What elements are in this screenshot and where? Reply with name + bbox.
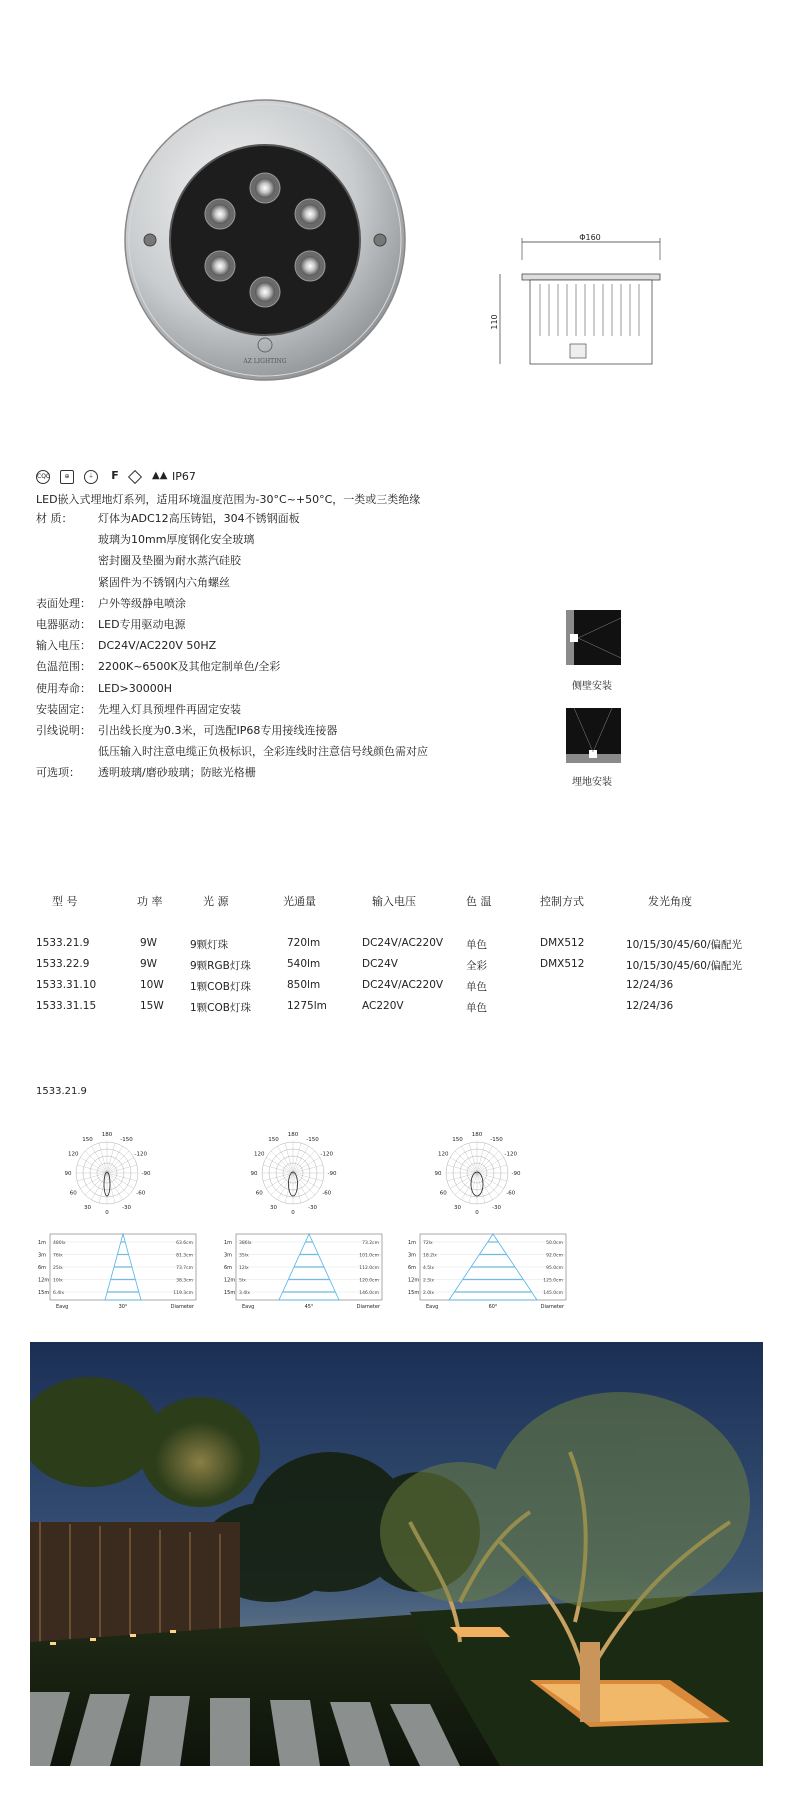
polar-tick-label: 30 bbox=[84, 1204, 91, 1211]
diameter-label: 95.0cm bbox=[546, 1266, 563, 1271]
polar-tick-label: 90 bbox=[250, 1171, 258, 1177]
polar-tick-label: 90 bbox=[64, 1171, 72, 1177]
diameter-label: 125.0cm bbox=[543, 1278, 563, 1284]
spec-value: 密封圈及垫圈为耐水蒸汽硅胶 bbox=[98, 554, 241, 568]
certification-row bbox=[36, 470, 236, 486]
table-header-cell: 输入电压 bbox=[372, 895, 416, 908]
table-cell: 10/15/30/45/60/偏配光 bbox=[626, 939, 742, 951]
diameter-label: 120.0cm bbox=[359, 1278, 379, 1284]
polar-tick-label: 180 bbox=[287, 1132, 299, 1138]
diameter-label: 73.7cm bbox=[176, 1266, 193, 1271]
led-chip bbox=[300, 204, 320, 224]
spec-label: 可选项： bbox=[36, 766, 80, 780]
illuminance-label: 25lx bbox=[53, 1266, 63, 1271]
spec-row bbox=[36, 637, 216, 653]
distance-label: 3m bbox=[38, 1252, 47, 1259]
illuminance-label: 2.5lx bbox=[423, 1278, 435, 1284]
table-header-cell: 功 率 bbox=[137, 895, 163, 908]
table-cell: 1颗COB灯珠 bbox=[190, 981, 251, 993]
ground-install-label: 埋地安装 bbox=[572, 777, 612, 788]
table-cell: 12/24/36 bbox=[626, 1000, 674, 1012]
diameter-label: 101.0cm bbox=[359, 1253, 379, 1259]
distance-label: 15m bbox=[38, 1290, 50, 1296]
distance-label: 12m bbox=[38, 1277, 50, 1284]
table-header-cell: 光通量 bbox=[283, 895, 316, 908]
polar-tick-label: -120 bbox=[504, 1151, 518, 1158]
table-cell: DC24V/AC220V bbox=[362, 937, 444, 949]
spec-row bbox=[36, 574, 230, 590]
table-cell: 1颗COB灯珠 bbox=[190, 1002, 251, 1014]
illuminance-label: 3.4lx bbox=[239, 1291, 251, 1296]
polar-tick-label: 60 bbox=[69, 1190, 77, 1197]
polar-tick-label: 0 bbox=[105, 1210, 109, 1216]
spec-row bbox=[36, 701, 241, 717]
spec-value: LED专用驱动电源 bbox=[98, 618, 186, 631]
table-cell: 10W bbox=[140, 979, 164, 991]
table-cell: 9W bbox=[140, 937, 158, 949]
dimension-drawing bbox=[470, 232, 670, 372]
brand-text: AZ LIGHTING bbox=[243, 358, 287, 365]
diameter-label: 92.0cm bbox=[546, 1253, 563, 1259]
illuminance-label: 35lx bbox=[239, 1253, 249, 1259]
illuminance-label: 10lx bbox=[53, 1278, 63, 1284]
distance-label: 12m bbox=[408, 1277, 420, 1284]
polar-tick-label: -60 bbox=[136, 1190, 146, 1197]
illuminance-label: 2.0lx bbox=[423, 1291, 435, 1296]
table-cell: 720lm bbox=[287, 937, 321, 949]
f-mark-icon: F bbox=[111, 469, 119, 482]
table-cell: 1275lm bbox=[287, 1000, 327, 1012]
polar-tick-label: -60 bbox=[322, 1190, 332, 1197]
axis-label-left: Eavg bbox=[242, 1304, 255, 1310]
spec-row bbox=[36, 722, 337, 738]
spec-label: 电器驱动： bbox=[36, 618, 91, 631]
polar-diagram bbox=[432, 1128, 522, 1218]
illuminance-label: 18.2lx bbox=[423, 1253, 437, 1259]
table-cell: 540lm bbox=[287, 958, 321, 970]
spec-row bbox=[36, 595, 186, 611]
distance-label: 1m bbox=[408, 1240, 417, 1246]
polar-tick-label: 180 bbox=[471, 1132, 483, 1138]
illuminance-label: 12lx bbox=[239, 1266, 249, 1271]
table-cell: 9颗灯珠 bbox=[190, 939, 229, 951]
polar-tick-label: 120 bbox=[67, 1151, 79, 1158]
polar-tick-label: -90 bbox=[141, 1171, 151, 1177]
cqc-icon: CQC bbox=[36, 470, 50, 484]
table-cell: DC24V bbox=[362, 958, 398, 970]
polar-tick-label: 150 bbox=[268, 1137, 279, 1144]
spec-row bbox=[36, 658, 280, 674]
table-cell: 9颗RGB灯珠 bbox=[190, 960, 251, 972]
spec-label: 使用寿命： bbox=[36, 681, 91, 695]
distance-label: 15m bbox=[224, 1290, 236, 1296]
table-cell: 单色 bbox=[466, 939, 487, 951]
table-cell: AC220V bbox=[362, 1000, 404, 1012]
ground-install-figure bbox=[566, 708, 621, 763]
illuminance-label: 480lx bbox=[53, 1241, 66, 1246]
table-header-cell: 型 号 bbox=[52, 895, 78, 908]
spec-value: 户外等级静电喷涂 bbox=[98, 596, 186, 610]
spec-value: 透明玻璃/磨砂玻璃；防眩光格栅 bbox=[98, 766, 256, 780]
distance-label: 1m bbox=[38, 1240, 47, 1246]
table-cell: 12/24/36 bbox=[626, 979, 674, 991]
illuminance-label: 6.4lx bbox=[53, 1291, 65, 1296]
table-cell: DMX512 bbox=[540, 958, 585, 970]
table-cell: 9W bbox=[140, 958, 158, 970]
wall-install-label: 侧壁安装 bbox=[572, 681, 612, 692]
beam-angle-label: 45° bbox=[304, 1304, 314, 1310]
photometric-model: 1533.21.9 bbox=[36, 1086, 87, 1097]
ground-icon: ⏚ bbox=[84, 470, 98, 484]
polar-tick-label: -90 bbox=[511, 1171, 521, 1177]
axis-label-left: Eavg bbox=[426, 1304, 439, 1310]
polar-tick-label: 60 bbox=[255, 1190, 263, 1197]
polar-tick-label: 120 bbox=[437, 1151, 449, 1158]
polar-tick-label: 30 bbox=[454, 1204, 461, 1211]
table-cell: 15W bbox=[140, 1000, 164, 1012]
polar-tick-label: -30 bbox=[122, 1204, 131, 1211]
beam-angle-label: 30° bbox=[118, 1304, 128, 1310]
spec-value: 低压输入时注意电缆正负极标识，全彩连线时注意信号线颜色需对应 bbox=[98, 745, 428, 759]
led-chip bbox=[255, 282, 275, 302]
beam-angle-label: 60° bbox=[488, 1304, 498, 1310]
distance-label: 6m bbox=[38, 1265, 47, 1271]
installation-photo bbox=[30, 1342, 763, 1766]
spec-label: 引线说明： bbox=[36, 724, 91, 737]
polar-tick-label: 60 bbox=[439, 1190, 447, 1197]
height-label: 110 bbox=[490, 314, 499, 330]
polar-tick-label: 150 bbox=[82, 1137, 93, 1144]
spec-value: LED>30000H bbox=[98, 681, 173, 695]
table-cell: 1533.31.10 bbox=[36, 979, 97, 991]
spec-row bbox=[36, 616, 186, 632]
spec-label: 安装固定： bbox=[36, 702, 91, 716]
table-header-cell: 色 温 bbox=[466, 895, 492, 908]
diameter-label: 63.6cm bbox=[176, 1241, 193, 1246]
distance-label: 3m bbox=[408, 1252, 417, 1259]
beam-spread-chart bbox=[36, 1228, 211, 1314]
spec-value: 先埋入灯具预埋件再固定安装 bbox=[98, 702, 241, 716]
spec-label: 色温范围： bbox=[36, 660, 91, 674]
spec-row bbox=[36, 680, 172, 696]
beam-spread-chart bbox=[222, 1228, 397, 1314]
led-chip bbox=[300, 256, 320, 276]
polar-tick-label: 180 bbox=[101, 1132, 113, 1138]
table-cell: 1533.31.15 bbox=[36, 1000, 97, 1012]
table-header-cell: 发光角度 bbox=[648, 895, 692, 908]
spec-intro: LED嵌入式埋地灯系列，适用环境温度范围为-30°C~+50°C，一类或三类绝缘 bbox=[36, 493, 421, 506]
spec-row bbox=[36, 531, 254, 547]
distance-label: 6m bbox=[224, 1265, 233, 1271]
polar-tick-label: 0 bbox=[475, 1210, 479, 1216]
spec-value: 2200K~6500K及其他定制单色/全彩 bbox=[98, 660, 281, 674]
safety-icon: ⊕ bbox=[60, 470, 74, 484]
polar-tick-label: -60 bbox=[506, 1190, 516, 1197]
table-header-cell: 控制方式 bbox=[540, 895, 584, 908]
spec-value: 引出线长度为0.3米，可选配IP68专用接线连接器 bbox=[98, 724, 338, 737]
polar-tick-label: -90 bbox=[327, 1171, 337, 1177]
axis-label-right: Diameter bbox=[170, 1304, 194, 1310]
spec-row bbox=[36, 764, 256, 780]
distance-label: 3m bbox=[224, 1252, 233, 1259]
polar-tick-label: -30 bbox=[492, 1204, 501, 1211]
polar-tick-label: -120 bbox=[134, 1151, 148, 1158]
wall-install-figure bbox=[566, 610, 621, 665]
polar-tick-label: -150 bbox=[120, 1137, 133, 1144]
spec-label: 表面处理： bbox=[36, 596, 91, 610]
polar-tick-label: -30 bbox=[308, 1204, 317, 1211]
polar-tick-label: 150 bbox=[452, 1137, 463, 1144]
illuminance-label: 72lx bbox=[423, 1241, 433, 1246]
product-top-view bbox=[120, 95, 410, 385]
spec-value: DC24V/AC220V 50HZ bbox=[98, 639, 217, 653]
table-header-cell: 光 源 bbox=[203, 895, 229, 908]
illuminance-label: 76lx bbox=[53, 1253, 63, 1259]
spec-row bbox=[36, 743, 428, 759]
beam-spread-chart bbox=[406, 1228, 581, 1314]
table-cell: DMX512 bbox=[540, 937, 585, 949]
diamond-icon bbox=[128, 470, 142, 484]
axis-label-right: Diameter bbox=[356, 1304, 380, 1310]
distance-label: 6m bbox=[408, 1265, 417, 1271]
polar-tick-label: 30 bbox=[270, 1204, 277, 1211]
drop-icon: ▲▲ bbox=[152, 470, 168, 481]
distance-label: 1m bbox=[224, 1240, 233, 1246]
polar-tick-label: 0 bbox=[291, 1210, 295, 1216]
width-label: Φ160 bbox=[579, 233, 601, 242]
polar-tick-label: -120 bbox=[320, 1151, 334, 1158]
spec-value: 紧固件为不锈钢内六角螺丝 bbox=[98, 575, 230, 589]
table-cell: DC24V/AC220V bbox=[362, 979, 444, 991]
polar-diagram bbox=[248, 1128, 338, 1218]
table-cell: 单色 bbox=[466, 981, 487, 993]
diameter-label: 38.3cm bbox=[176, 1278, 193, 1284]
axis-label-left: Eavg bbox=[56, 1304, 69, 1310]
table-cell: 1533.22.9 bbox=[36, 958, 90, 970]
diameter-label: 81.3cm bbox=[176, 1253, 193, 1259]
polar-diagram bbox=[62, 1128, 152, 1218]
spec-value: 玻璃为10mm厚度钢化安全玻璃 bbox=[98, 533, 255, 547]
illuminance-label: 4.5lx bbox=[423, 1266, 435, 1271]
table-cell: 单色 bbox=[466, 1002, 487, 1014]
table-cell: 全彩 bbox=[466, 960, 487, 972]
diameter-label: 73.2cm bbox=[362, 1241, 379, 1246]
diameter-label: 146.0cm bbox=[359, 1291, 379, 1296]
polar-tick-label: 90 bbox=[434, 1171, 442, 1177]
diameter-label: 145.0cm bbox=[543, 1291, 563, 1296]
led-chip bbox=[210, 256, 230, 276]
table-cell: 1533.21.9 bbox=[36, 937, 90, 949]
polar-tick-label: 120 bbox=[253, 1151, 265, 1158]
polar-tick-label: -150 bbox=[306, 1137, 319, 1144]
table-cell: 850lm bbox=[287, 979, 321, 991]
diameter-label: 112.0cm bbox=[359, 1266, 379, 1271]
table-cell: 10/15/30/45/60/偏配光 bbox=[626, 960, 742, 972]
spec-value: 灯体为ADC12高压铸铝，304不锈钢面板 bbox=[98, 512, 300, 525]
diameter-label: 50.0cm bbox=[546, 1241, 563, 1246]
distance-label: 15m bbox=[408, 1290, 420, 1296]
illuminance-label: 386lx bbox=[239, 1241, 252, 1246]
spec-label: 材 质： bbox=[36, 512, 73, 525]
led-chip bbox=[210, 204, 230, 224]
spec-row bbox=[36, 510, 300, 526]
spec-label: 输入电压： bbox=[36, 639, 91, 653]
illuminance-label: 5lx bbox=[239, 1278, 246, 1284]
distance-label: 12m bbox=[224, 1277, 236, 1284]
spec-row bbox=[36, 552, 241, 568]
axis-label-right: Diameter bbox=[540, 1304, 564, 1310]
polar-tick-label: -150 bbox=[490, 1137, 503, 1144]
ip-label: IP67 bbox=[172, 470, 196, 483]
led-chip bbox=[255, 178, 275, 198]
diameter-label: 119.3cm bbox=[173, 1291, 193, 1296]
